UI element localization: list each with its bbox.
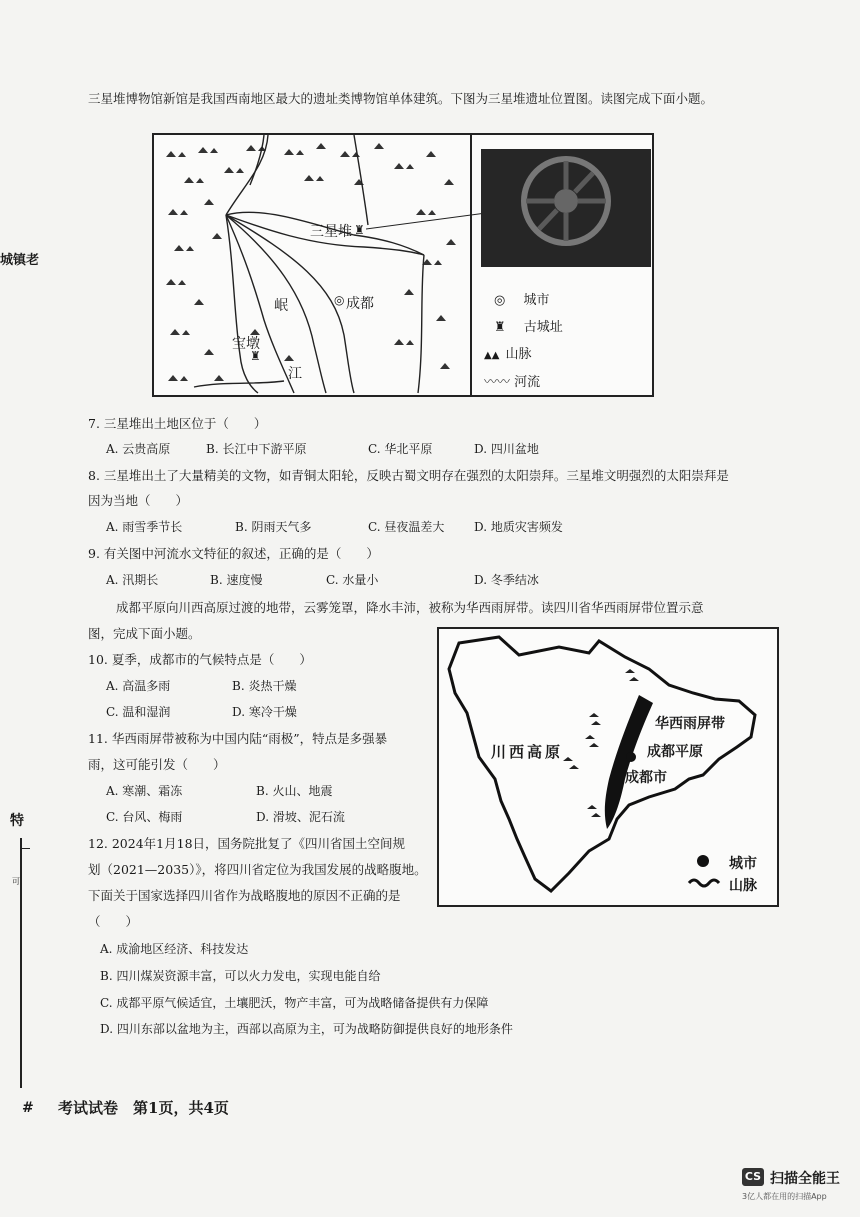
legend-mountain-mark [689,880,719,886]
question-9-stem: 9. 有关图中河流水文特征的叙述，正确的是（ ） [88,546,379,561]
min-river-label-2: 江 [288,366,302,382]
q11-option-c: C. 台风、梅雨 [106,810,183,824]
question-8-stem-line1: 8. 三星堆出土了大量精美的文物，如青铜太阳轮，反映古蜀文明存在强烈的太阳崇拜。三星堆文明强烈的太阳崇拜是 [88,468,729,483]
question-10-stem: 10. 夏季，成都市的气候特点是（ ） [88,652,312,667]
q7-option-d: D. 四川盆地 [474,442,539,456]
q9-option-c: C. 水量小 [326,573,379,587]
camscanner-tagline: 3亿人都在用的扫描App [742,1192,827,1201]
intro-paragraph-1: 三星堆博物馆新馆是我国西南地区最大的遗址类博物馆单体建筑。下图为三星堆遗址位置图。读图完成下面小题。 [88,91,714,106]
binding-tick [20,848,30,849]
footer-mark: # [22,1100,34,1116]
chengdu-label: 成都 [346,296,374,312]
q7-option-c: C. 华北平原 [368,442,433,456]
legend-mountain: ▲▲ 山脉 [484,347,532,362]
q10-option-a: A. 高温多雨 [106,679,171,693]
q11-option-a: A. 寒潮、霜冻 [106,784,183,798]
rain-belt-label: 华西雨屏带 [655,716,725,732]
question-11-stem-line1: 11. 华西雨屏带被称为中国内陆“雨极”，特点是多强暴 [88,731,388,746]
legend-mountain-label: 山脉 [729,878,757,894]
question-8-stem-line2: 因为当地（ ） [88,493,189,508]
legend-city-label: 城市 [729,856,757,872]
question-12-stem-line4: （ ） [88,914,139,929]
camscanner-name: 扫描全能王 [770,1171,840,1187]
legend-river: 〰〰 河流 [484,375,541,390]
legend-city-dot [697,855,709,867]
q9-option-d: D. 冬季结冰 [474,573,539,587]
q11-option-b: B. 火山、地震 [256,784,333,798]
q7-option-b: B. 长江中下游平原 [206,442,307,456]
sanxingdui-location-map [152,133,654,397]
chengdu-plain-label: 成都平原 [647,744,703,760]
mountain-icon: ▲▲ [484,350,500,361]
q10-option-d: D. 寒冷干燥 [232,705,297,719]
q7-option-a: A. 云贵高原 [106,442,171,456]
min-river-label-1: 岷 [274,298,288,314]
q12-option-a: A. 成渝地区经济、科技发达 [100,942,249,956]
city-dot-icon: ◎ [334,293,345,307]
q11-option-d: D. 滑坡、泥石流 [256,810,345,824]
q8-option-a: A. 雨雪季节长 [106,520,183,534]
margin-small-text: 可 [12,877,20,886]
question-12-stem-line2: 划（2021—2035）》，将四川省定位为我国发展的战略腹地。 [88,862,427,877]
sanxingdui-label: 三星堆 [310,224,352,240]
ancient-city-icon: ♜ [250,349,261,363]
binding-line [20,838,22,1088]
q12-option-c: C. 成都平原气候适宜，土壤肥沃，物产丰富，可为战略储备提供有力保障 [100,996,489,1010]
map1-drawing [154,135,470,395]
q9-option-a: A. 汛期长 [106,573,159,587]
intro-paragraph-2-line1: 成都平原向川西高原过渡的地带，云雾笼罩，降水丰沛，被称为华西雨屏带。读四川省华西雨屏带位置示意 [116,600,704,615]
ancient-city-icon: ♜ [354,223,365,237]
q10-option-b: B. 炎热干燥 [232,679,297,693]
question-11-stem-line2: 雨，这可能引发（ ） [88,757,226,772]
question-12-stem-line1: 12. 2024年1月18日，国务院批复了《四川省国土空间规 [88,836,406,851]
q10-option-c: C. 温和湿润 [106,705,171,719]
q8-option-c: C. 昼夜温差大 [368,520,445,534]
river-wave-icon: 〰〰 [484,375,511,390]
margin-text-special: 特 [10,813,24,829]
page-footer: 考试试卷 第1页，共4页 [58,1099,229,1117]
ancient-city-icon: ♜ [494,320,506,335]
question-12-stem-line3: 下面关于国家选择四川省作为战略腹地的原因不正确的是 [88,888,401,903]
camscanner-logo-icon: CS [742,1168,764,1186]
photo-artifact [481,149,651,267]
question-7-stem: 7. 三星堆出土地区位于（ ） [88,416,267,431]
q8-option-d: D. 地质灾害频发 [474,520,563,534]
baodun-label: 宝墩 [232,336,260,352]
chengdu-city-label: 成都市 [625,770,667,786]
map2-drawing [439,629,777,905]
river-lines [194,135,424,393]
q12-option-b: B. 四川煤炭资源丰富，可以火力发电，实现电能自给 [100,969,381,983]
q12-option-d: D. 四川东部以盆地为主，西部以高原为主，可为战略防御提供良好的地形条件 [100,1022,513,1036]
legend-city: ◎ 城市 [494,293,550,308]
sichuan-rain-belt-map [437,627,779,907]
sun-wheel-photo [481,149,651,267]
legend-ancient-site: ♜ 古城址 [494,320,563,335]
west-sichuan-plateau-label: 川西高原 [491,743,564,761]
city-dot-icon: ◎ [494,293,506,308]
intro-paragraph-2-line2: 图，完成下面小题。 [88,626,201,641]
q8-option-b: B. 阴雨天气多 [235,520,312,534]
map1-divider [470,135,472,395]
chengdu-dot [626,752,636,762]
margin-text-left: 城镇老 [0,253,40,268]
q9-option-b: B. 速度慢 [210,573,263,587]
